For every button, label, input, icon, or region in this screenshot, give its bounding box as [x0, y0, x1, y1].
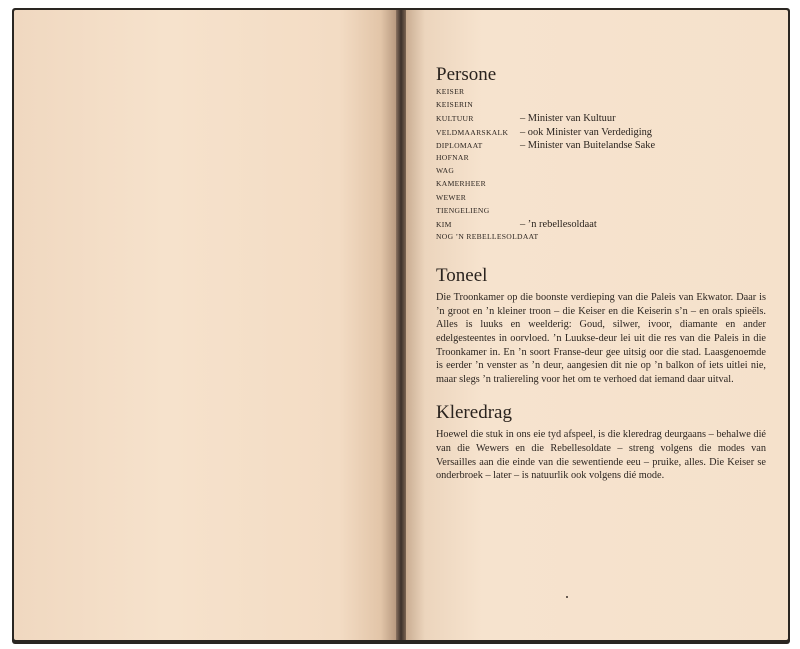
character-row	[436, 127, 766, 140]
character-name: VELDMAARSKALK	[436, 127, 509, 137]
character-name: KIM	[436, 219, 452, 229]
character-row	[436, 179, 766, 192]
kleredrag-section	[436, 402, 766, 482]
character-row	[436, 140, 766, 153]
character-list	[436, 87, 766, 245]
character-row	[436, 100, 766, 113]
page-speck	[566, 596, 568, 598]
character-name: WAG	[436, 166, 455, 176]
toneel-text: Die Troonkamer op die boonste verdieping van die Paleis van Ekwator. Daar is ’n groot en ’n kleiner troon – die Keiser en die Keiserin s’n – en orals spieëls. Alles is luuks en weelderig: Goud, silwer, ivoor, diamante en ander edelgesteentes in oorvloed. ’n Luukse-deur lei uit die res van die Paleis in die Troonkamer in. En ’n soort Franse-deur gee uitsig oor die stad. Laasgenoemde is eerder ’n venster as ’n deur, aangesien dit nie op ’n balkon of iets uitlei nie, maar slegs ’n traliereling voor het om te verhoed dat iemand daar uitval.	[436, 292, 766, 385]
character-row	[436, 113, 766, 126]
left-page-blank	[14, 10, 396, 640]
kleredrag-text: Hoewel die stuk in ons eie tyd afspeel, is die kleredrag deurgaans – behalwe dié van die Wewers en die Rebellesoldate – streng volgens die modes van Versailles aan die einde van die sewentiende eeu – pruike, alles. Die Keiser se onderbroek – later – is natuurlik ook volgens dié mode.	[436, 429, 766, 482]
character-name: KAMERHEER	[436, 179, 486, 189]
personae-heading: Persone	[436, 64, 497, 85]
character-name: NOG ’N REBELLESOLDAAT	[436, 232, 539, 242]
character-name: WEWER	[436, 192, 467, 202]
character-row	[436, 232, 766, 245]
character-role: – Minister van Kultuur	[520, 113, 616, 125]
character-row	[436, 193, 766, 206]
character-row	[436, 219, 766, 232]
character-row	[436, 166, 766, 179]
character-row	[436, 87, 766, 100]
character-name: KULTUUR	[436, 114, 474, 124]
character-name: DIPLOMAAT	[436, 140, 483, 150]
character-name: KEISER	[436, 87, 465, 96]
character-role: – Minister van Buitelandse Sake	[520, 139, 656, 151]
book-spine	[396, 10, 406, 640]
toneel-section	[436, 265, 766, 386]
page-content	[436, 64, 766, 483]
kleredrag-heading: Kleredrag	[436, 402, 512, 424]
toneel-heading: Toneel	[436, 265, 488, 287]
character-role: – ’n rebellesoldaat	[520, 218, 597, 230]
character-role: – ook Minister van Verdediging	[520, 126, 652, 138]
character-row	[436, 206, 766, 219]
character-name: KEISERIN	[436, 100, 473, 110]
character-row	[436, 153, 766, 166]
character-name: HOFNAR	[436, 152, 470, 162]
character-name: TIENGELIENG	[436, 205, 490, 215]
